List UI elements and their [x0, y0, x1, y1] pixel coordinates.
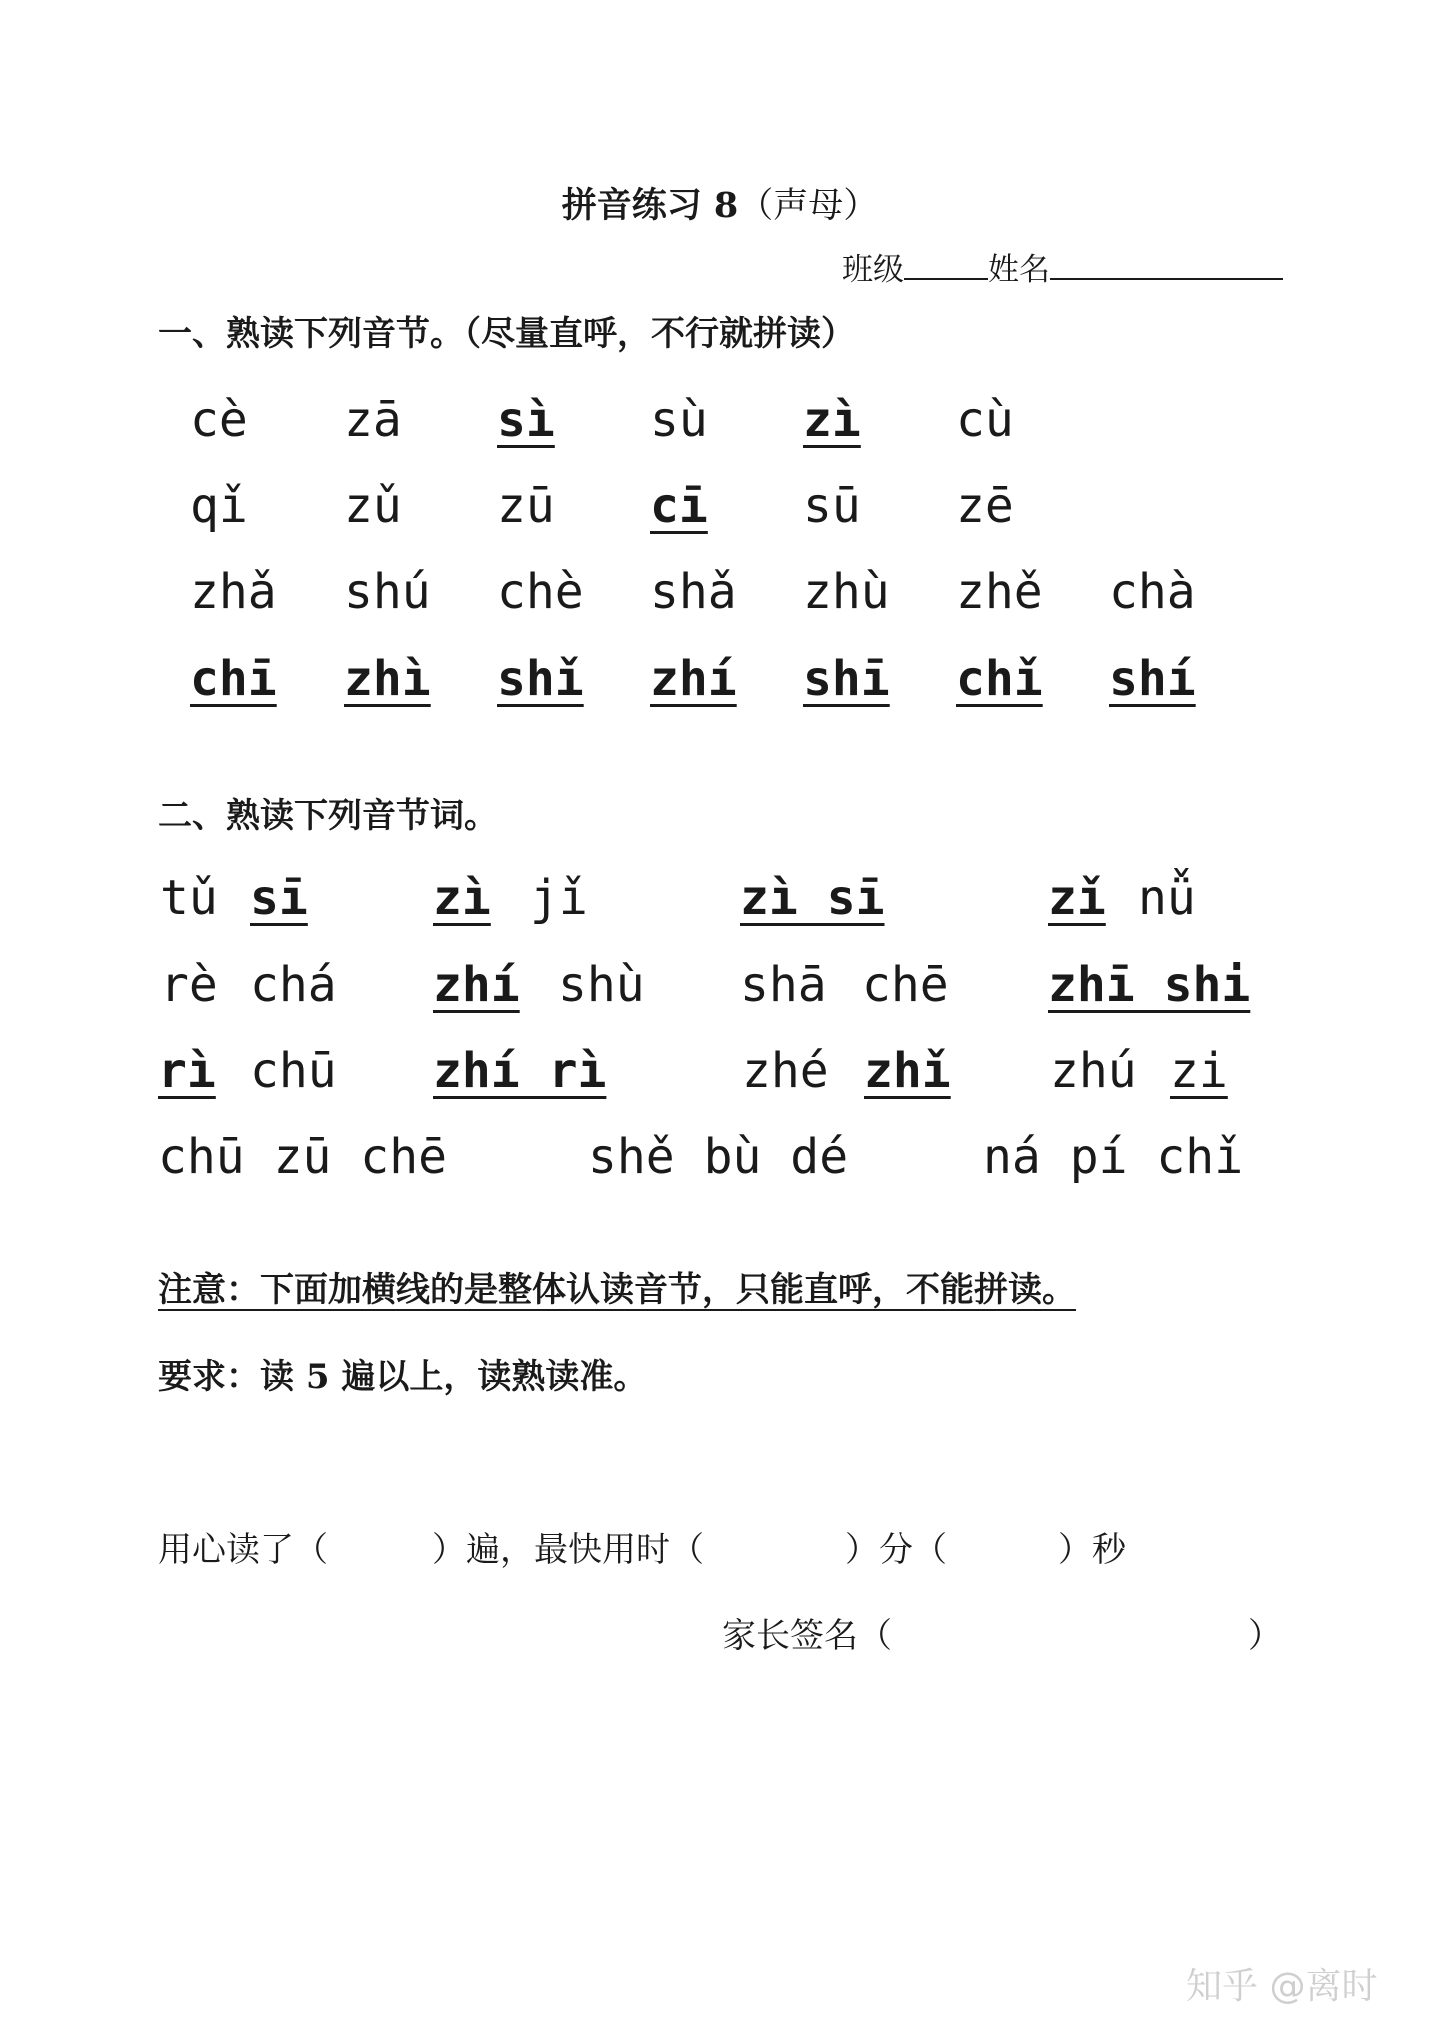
pinyin-syllable: zhé — [742, 1043, 829, 1099]
section1-heading: 一、熟读下列音节。（尽量直呼，不行就拼读） — [158, 314, 855, 354]
class-name-line — [842, 244, 1283, 289]
pinyin-syllable: chá — [250, 957, 337, 1013]
pinyin-syllable: zǔ — [344, 478, 402, 534]
pinyin-syllable: jǐ — [530, 870, 588, 926]
class-blank[interactable] — [904, 250, 988, 280]
pinyin-syllable: chè — [497, 564, 584, 620]
record-seconds-label: ）秒 — [1058, 1530, 1126, 1570]
pinyin-syllable: shā — [740, 957, 827, 1013]
whole-syllable-underlined: chǐ — [956, 651, 1043, 707]
whole-syllable-underlined: shī — [803, 651, 890, 707]
pinyin-syllable: ná pí chǐ — [983, 1129, 1244, 1185]
pinyin-syllable: chē — [862, 957, 949, 1013]
whole-syllable-underlined: zì — [433, 870, 491, 926]
pinyin-syllable: cè — [190, 392, 248, 448]
whole-syllable-underlined: zhí — [433, 957, 520, 1013]
whole-syllable-underlined: zhí — [650, 651, 737, 707]
pinyin-syllable: shù — [558, 957, 645, 1013]
pinyin-syllable: chū — [250, 1043, 337, 1099]
pinyin-syllable: cù — [956, 392, 1014, 448]
pinyin-syllable: chū zū chē — [158, 1129, 447, 1185]
whole-syllable-underlined: shǐ — [497, 651, 584, 707]
whole-syllable-underlined: zǐ — [1048, 870, 1106, 926]
pinyin-syllable: rè — [160, 957, 218, 1013]
section2-heading: 二、熟读下列音节词。 — [158, 796, 498, 836]
pinyin-syllable: zā — [344, 392, 402, 448]
pinyin-syllable: shǎ — [650, 564, 737, 620]
page-title: 拼音练习 8（声母） — [561, 185, 879, 226]
whole-syllable-underlined: sī — [250, 870, 308, 926]
pinyin-syllable: zhě — [956, 564, 1043, 620]
record-read-label: 用心读了（ — [158, 1530, 328, 1570]
pinyin-syllable: sù — [650, 392, 708, 448]
pinyin-syllable: nǚ — [1138, 870, 1196, 926]
pinyin-syllable: zū — [497, 478, 555, 534]
pinyin-syllable: zhú — [1050, 1043, 1137, 1099]
whole-syllable-underlined: zhì — [344, 651, 431, 707]
pinyin-syllable: zē — [956, 478, 1014, 534]
whole-syllable-underlined: zì — [803, 392, 861, 448]
requirement-text: 要求：读 5 遍以上，读熟读准。 — [158, 1357, 648, 1397]
name-label: 姓名 — [988, 252, 1050, 288]
pinyin-syllable: tǔ — [160, 870, 218, 926]
pinyin-syllable: shú — [344, 564, 431, 620]
parent-sign-close: ） — [1248, 1616, 1282, 1656]
whole-syllable-underlined: cī — [650, 478, 708, 534]
whole-syllable-underlined: shí — [1109, 651, 1196, 707]
pinyin-syllable: qǐ — [190, 478, 248, 534]
whole-syllable-underlined: chī — [190, 651, 277, 707]
whole-syllable-underlined: zhī shi — [1048, 957, 1251, 1013]
whole-syllable-underlined: rì — [158, 1043, 216, 1099]
note-text: 注意：下面加横线的是整体认读音节，只能直呼，不能拼读。 — [158, 1270, 1076, 1310]
watermark: 知乎 @离时 — [1186, 1966, 1378, 2007]
record-minutes-label: ）分（ — [845, 1530, 947, 1570]
record-times-label: ）遍，最快用时（ — [432, 1530, 704, 1570]
pinyin-syllable: chà — [1109, 564, 1196, 620]
whole-syllable-underlined: zhǐ — [864, 1043, 951, 1099]
whole-syllable-underlined: zhí rì — [433, 1043, 607, 1099]
pinyin-syllable: zhù — [803, 564, 890, 620]
whole-syllable-underlined: sì — [497, 392, 555, 448]
pinyin-syllable: sū — [803, 478, 861, 534]
pinyin-syllable: zhǎ — [190, 564, 277, 620]
name-blank[interactable] — [1050, 250, 1283, 280]
pinyin-syllable: shě bù dé — [588, 1129, 849, 1185]
class-label: 班级 — [842, 252, 904, 288]
parent-sign-label: 家长签名（ — [722, 1616, 892, 1656]
whole-syllable-underlined: zi — [1170, 1043, 1228, 1099]
whole-syllable-underlined: zì sī — [740, 870, 885, 926]
